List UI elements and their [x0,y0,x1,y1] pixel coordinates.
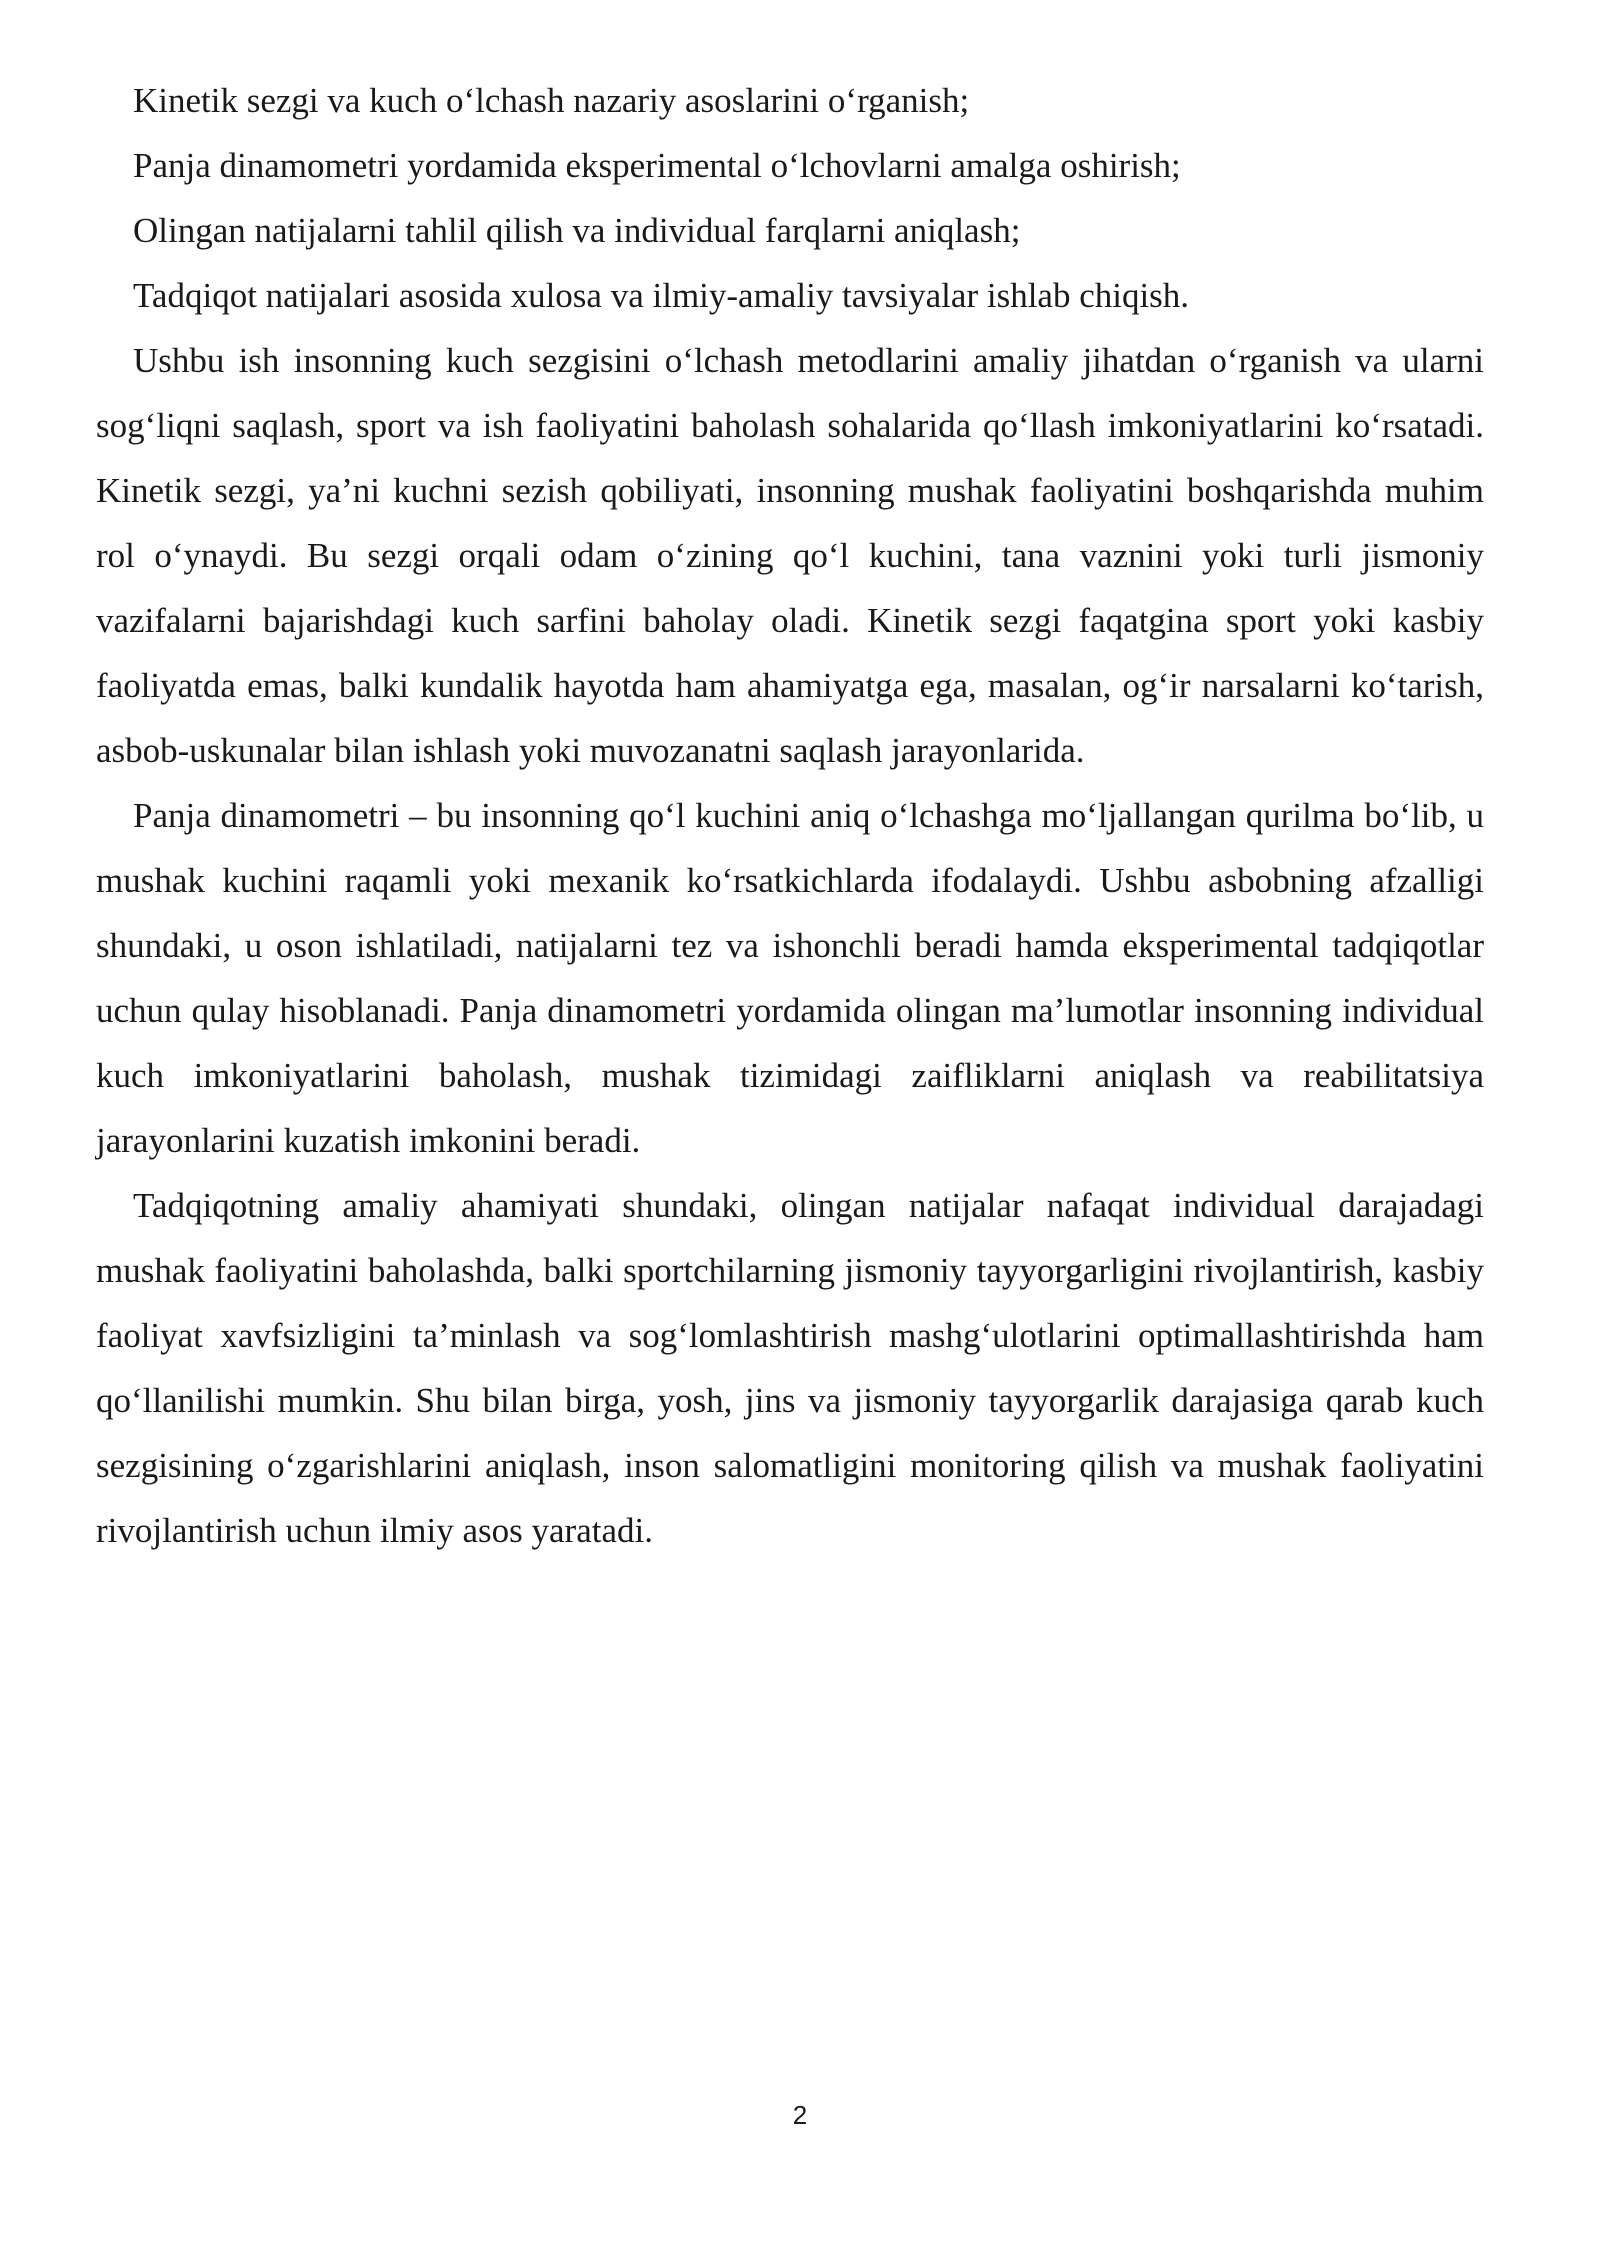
body-paragraph: Tadqiqotning amaliy ahamiyati shundaki, olingan natijalar nafaqat individual darajadagi mushak faoliyatini baholashda, balki sportchilarning jismoniy tayyorgarligini rivojlantirish, kasbiy faoliyat xavfsizligini ta’minlash va sog‘lomlashtirish mashg‘ulotlarini optimallashtirishda ham qo‘llanilishi mumkin. Shu bilan birga, yosh, jins va jismoniy tayyorgarlik darajasiga qarab kuch sezgisining o‘zgarishlarini aniqlash, inson salomatligini monitoring qilish va mushak faoliyatini rivojlantirish uchun ilmiy asos yaratadi. [96,1186,1484,1550]
page-body [96,68,1484,1563]
objective-item: Panja dinamometri yordamida eksperimental o‘lchovlarni amalga oshirish; [133,146,1181,185]
objective-item: Kinetik sezgi va kuch o‘lchash nazariy asoslarini o‘rganish; [133,81,970,120]
body-paragraph: Ushbu ish insonning kuch sezgisini o‘lchash metodlarini amaliy jihatdan o‘rganish va ularni sog‘liqni saqlash, sport va ish faoliyatini baholash sohalarida qo‘llash imkoniyatlarini ko‘rsatadi. Kinetik sezgi, ya’ni kuchni sezish qobiliyati, insonning mushak faoliyatini boshqarishda muhim rol o‘ynaydi. Bu sezgi orqali odam o‘zining qo‘l kuchini, tana vaznini yoki turli jismoniy vazifalarni bajarishdagi kuch sarfini baholay oladi. Kinetik sezgi faqatgina sport yoki kasbiy faoliyatda emas, balki kundalik hayotda ham ahamiyatga ega, masalan, og‘ir narsalarni ko‘tarish, asbob-uskunalar bilan ishlash yoki muvozanatni saqlash jarayonlarida. [96,341,1484,770]
objective-item: Olingan natijalarni tahlil qilish va individual farqlarni aniqlash; [133,211,1021,250]
body-paragraph: Panja dinamometri – bu insonning qo‘l kuchini aniq o‘lchashga mo‘ljallangan qurilma bo‘lib, u mushak kuchini raqamli yoki mexanik ko‘rsatkichlarda ifodalaydi. Ushbu asbobning afzalligi shundaki, u oson ishlatiladi, natijalarni tez va ishonchli beradi hamda eksperimental tadqiqotlar uchun qulay hisoblanadi. Panja dinamometri yordamida olingan ma’lumotlar insonning individual kuch imkoniyatlarini baholash, mushak tizimidagi zaifliklarni aniqlash va reabilitatsiya jarayonlarini kuzatish imkonini beradi. [96,796,1484,1160]
page-number: 2 [792,2100,808,2130]
objective-item: Tadqiqot natijalari asosida xulosa va ilmiy-amaliy tavsiyalar ishlab chiqish. [133,276,1190,315]
